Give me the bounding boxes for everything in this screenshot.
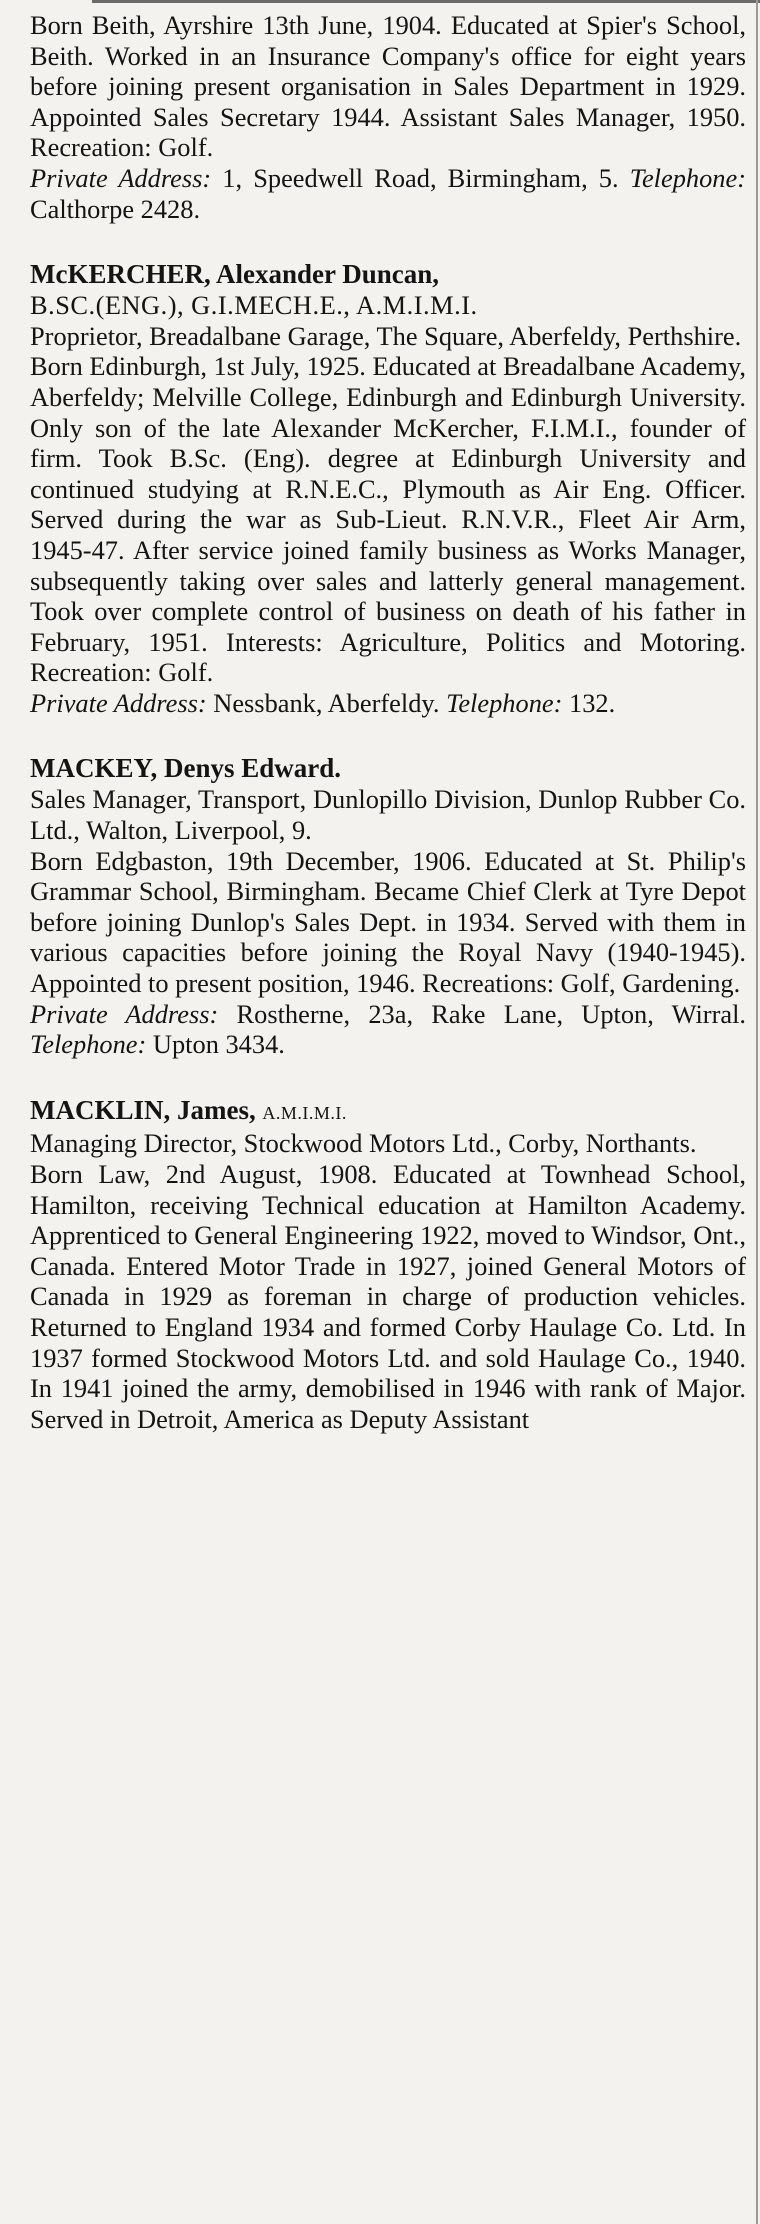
private-address-label: Private Address: — [30, 687, 207, 718]
entry-contact — [30, 688, 746, 719]
column-rule — [756, 0, 758, 2224]
telephone: Upton 3434. — [152, 1029, 285, 1060]
private-address: Nessbank, Aberfeldy. — [213, 687, 440, 718]
entry-name: MACKEY, Denys Edward. — [30, 753, 342, 784]
private-address: Rostherne, 23a, Rake Lane, Upton, Wirral. — [236, 998, 746, 1029]
telephone-label: Telephone: — [30, 1029, 147, 1060]
private-address: 1, Speedwell Road, Birmingham, 5. — [222, 162, 619, 193]
private-address-label: Private Address: — [30, 162, 212, 193]
entry-contact — [30, 163, 746, 224]
entry-bio: Born Beith, Ayrshire 13th June, 1904. Educated at Spier's School, Beith. Worked in an Insurance Company's office for eight years before joining present organisation in Sales Department in 1929. Appointed Sales Secretary 1944. Assistant Sales Manager, 1950. Recreation: Golf. — [30, 10, 746, 163]
telephone-label: Telephone: — [446, 687, 563, 718]
entry-mackey — [30, 752, 746, 1059]
entry-heading — [30, 258, 746, 290]
private-address-label: Private Address: — [30, 998, 219, 1029]
entry-bio: Born Edgbaston, 19th December, 1906. Educated at St. Philip's Grammar School, Birmingham. Became Chief Clerk at Tyre Depot before joining Dunlop's Sales Dept. in 1934. Served with them in various capacities before joining the Royal Navy (1940-1945). Appointed to present position, 1946. Recreations: Golf, Gardening. — [30, 845, 746, 999]
entry-name: MACKLIN, James, — [30, 1094, 256, 1125]
entry-heading — [30, 1094, 746, 1129]
top-rule — [92, 0, 760, 3]
entry-bio: Born Law, 2nd August, 1908. Educated at Townhead School, Hamilton, receiving Technical education at Hamilton Academy. Apprenticed to General Engineering 1922, moved to Windsor, Ont., Canada. Entered Motor Trade in 1927, joined General Motors of Canada in 1929 as foreman in charge of production vehicles. Returned to England 1934 and formed Corby Haulage Co. Ltd. In 1937 formed Stockwood Motors Ltd. and sold Haulage Co., 1940. In 1941 joined the army, demobilised in 1946 with rank of Major. Served in Detroit, America as Deputy Assistant — [30, 1159, 746, 1434]
entry-qualifications: B.SC.(ENG.), G.I.MECH.E., A.M.I.M.I. — [30, 290, 478, 321]
telephone: 132. — [569, 687, 616, 718]
entry-heading — [30, 752, 746, 784]
entry-mckercher — [30, 258, 746, 718]
entry-name: McKERCHER, Alexander Duncan, — [30, 259, 440, 290]
entry-qualifications: A.M.I.M.I. — [262, 1102, 347, 1123]
entry-position: Sales Manager, Transport, Dunlopillo Division, Dunlop Rubber Co. Ltd., Walton, Liverpool, 9. — [30, 784, 746, 846]
entry-macklin — [30, 1094, 746, 1435]
entry-continuation — [30, 10, 746, 224]
entry-contact — [30, 999, 746, 1060]
entry-position: Managing Director, Stockwood Motors Ltd., Corby, Northants. — [30, 1128, 697, 1159]
telephone: Calthorpe 2428. — [30, 193, 201, 224]
entry-position: Proprietor, Breadalbane Garage, The Square, Aberfeldy, Perthshire. — [30, 320, 742, 351]
telephone-label: Telephone: — [629, 162, 746, 193]
entries-column — [30, 10, 746, 1434]
entry-bio: Born Edinburgh, 1st July, 1925. Educated at Breadalbane Academy, Aberfeldy; Melville College, Edinburgh and Edinburgh University. Only son of the late Alexander McKercher, F.I.M.I., founder of firm. Took B.Sc. (Eng). degree at Edinburgh University and continued studying at R.N.E.C., Plymouth as Air Eng. Officer. Served during the war as Sub-Lieut. R.N.V.R., Fleet Air Arm, 1945-47. After service joined family business as Works Manager, subsequently taking over sales and latterly general management. Took over complete control of business on death of his father in February, 1951. Interests: Agriculture, Politics and Motoring. Recreation: Golf. — [30, 351, 746, 688]
